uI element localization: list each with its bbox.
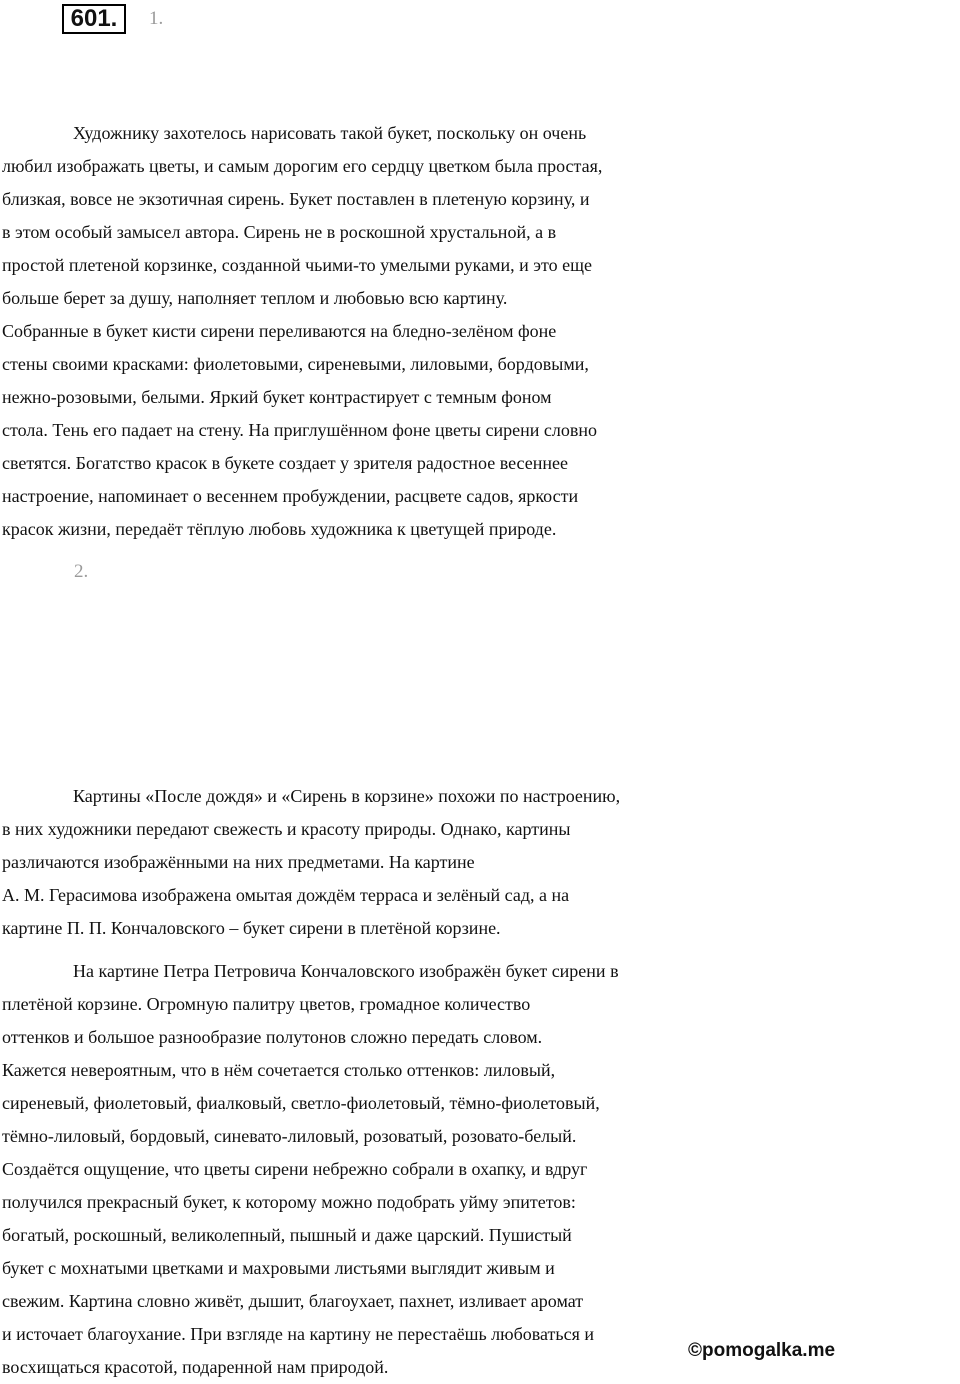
text-line: Картины «После дождя» и «Сирень в корзине» похожи по настроению, [73,786,621,806]
part-marker-2: 2. [74,561,89,582]
text-line: Художнику захотелось нарисовать такой букет, поскольку он очень [73,123,587,143]
text-line: любил изображать цветы, и самым дорогим его сердцу цветком была простая, [2,156,603,176]
text-line: стола. Тень его падает на стену. На приглушённом фоне цветы сирени словно [2,420,597,440]
paragraph-part2-comparison [2,780,960,945]
text-line: оттенков и большое разнообразие полутонов сложно передать словом. [2,1027,543,1047]
text-line: красок жизни, передаёт тёплую любовь художника к цветущей природе. [2,519,557,539]
text-line: близкая, вовсе не экзотичная сирень. Букет поставлен в плетеную корзину, и [2,189,590,209]
text-line: стены своими красками: фиолетовыми, сиреневыми, лиловыми, бордовыми, [2,354,589,374]
text-line: получился прекрасный букет, к которому можно подобрать уйму эпитетов: [2,1192,576,1212]
exercise-number-box [62,4,126,34]
exercise-number: 601. [70,5,118,32]
text-line: и источает благоухание. При взгляде на картину не перестаёшь любоваться и [2,1324,595,1344]
text-line: настроение, напоминает о весеннем пробуждении, расцвете садов, яркости [2,486,579,506]
paragraph-part2-description [2,955,960,1384]
text-line: букет с мохнатыми цветками и махровыми листьями выглядит живым и [2,1258,555,1278]
text-line: Собранные в букет кисти сирени переливаются на бледно-зелёном фоне [2,321,557,341]
watermark: ©pomogalka.me [688,1340,836,1361]
text-line: Кажется невероятным, что в нём сочетается столько оттенков: лиловый, [2,1060,556,1080]
text-line: в этом особый замысел автора. Сирень не в роскошной хрустальной, а в [2,222,557,242]
text-line: плетёной корзине. Огромную палитру цветов, громадное количество [2,994,531,1014]
text-line: нежно-розовыми, белыми. Яркий букет контрастирует с темным фоном [2,387,552,407]
text-line: свежим. Картина словно живёт, дышит, благоухает, пахнет, изливает аромат [2,1291,584,1311]
text-line: тёмно-лиловый, бордовый, синевато-лиловый, розоватый, розовато-белый. [2,1126,577,1146]
text-line: различаются изображёнными на них предметами. На картине [2,852,475,872]
text-line: богатый, роскошный, великолепный, пышный и даже царский. Пушистый [2,1225,572,1245]
text-line: в них художники передают свежесть и красоту природы. Однако, картины [2,819,571,839]
text-line: На картине Петра Петровича Кончаловского изображён букет сирени в [73,961,619,981]
text-line: картине П. П. Кончаловского – букет сирени в плетёной корзине. [2,918,501,938]
text-line: восхищаться красотой, подаренной нам природой. [2,1357,389,1377]
text-line: простой плетеной корзинке, созданной чьими-то умелыми руками, и это еще [2,255,592,275]
text-line: сиреневый, фиолетовый, фиалковый, светло-фиолетовый, тёмно-фиолетовый, [2,1093,600,1113]
text-line: больше берет за душу, наполняет теплом и любовью всю картину. [2,288,508,308]
text-line: А. М. Герасимова изображена омытая дождём терраса и зелёный сад, а на [2,885,570,905]
text-line: Создаётся ощущение, что цветы сирени небрежно собрали в охапку, и вдруг [2,1159,588,1179]
paragraph-part1 [2,117,960,546]
text-line: светятся. Богатство красок в букете создает у зрителя радостное весеннее [2,453,568,473]
part-marker-1: 1. [149,8,164,29]
